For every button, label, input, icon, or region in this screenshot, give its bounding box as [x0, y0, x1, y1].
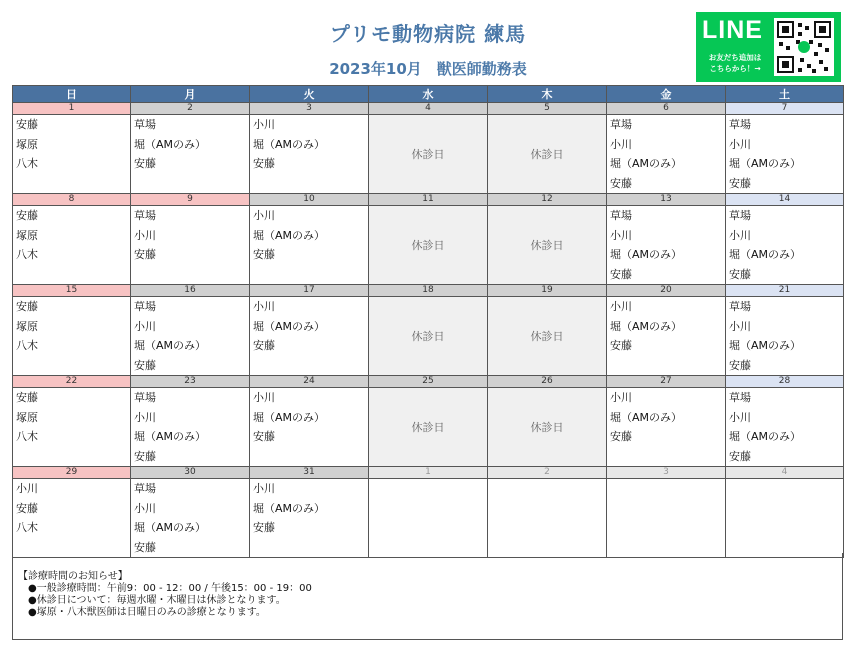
staff-name: 堀（AMのみ）: [134, 430, 207, 443]
line-banner-text-line1: お友だち追加は: [708, 53, 762, 62]
staff-name: 小川: [134, 228, 156, 242]
weekday-header: 水: [369, 86, 488, 103]
date-number: 10: [250, 194, 369, 206]
staff-name: 八木: [16, 430, 38, 443]
date-number: 14: [726, 194, 844, 206]
date-number: 6: [607, 103, 726, 115]
staff-name: 堀（AMのみ）: [253, 501, 326, 515]
staff-name: 塚原: [16, 319, 38, 333]
closed-day-cell: 休診日: [488, 297, 607, 376]
date-row: [13, 376, 844, 388]
weekday-header: 木: [488, 86, 607, 103]
weekday-header: 土: [726, 86, 844, 103]
date-number: 29: [13, 467, 131, 479]
staff-name: 堀（AMのみ）: [253, 228, 326, 242]
staff-name: 堀（AMのみ）: [729, 157, 802, 170]
staff-name: 小川: [729, 137, 751, 151]
day-cell: [13, 479, 131, 558]
day-cell: [250, 297, 369, 376]
staff-name: 堀（AMのみ）: [253, 319, 326, 333]
page-title: プリモ動物病院 練馬: [329, 22, 527, 46]
staff-name: 塚原: [16, 410, 38, 424]
day-cell: [13, 115, 131, 194]
staff-name: 安藤: [610, 267, 632, 281]
staff-row: [13, 115, 844, 194]
date-number: 25: [369, 376, 488, 388]
weekday-header: 日: [13, 86, 131, 103]
day-cell: [13, 297, 131, 376]
line-add-friend-banner[interactable]: [696, 12, 841, 82]
date-number: 13: [607, 194, 726, 206]
day-cell: [607, 388, 726, 467]
date-number: 4: [369, 103, 488, 115]
date-number: 16: [131, 285, 250, 297]
date-number: 28: [726, 376, 844, 388]
staff-name: 小川: [253, 300, 275, 313]
closed-day-cell: 休診日: [488, 115, 607, 194]
staff-name: 安藤: [610, 430, 632, 443]
staff-name: 小川: [610, 391, 632, 404]
day-cell: [726, 479, 844, 558]
staff-name: 堀（AMのみ）: [134, 137, 207, 151]
date-row: [13, 194, 844, 206]
weekday-header: 火: [250, 86, 369, 103]
staff-name: 小川: [610, 228, 632, 242]
staff-name: 草場: [134, 118, 156, 131]
date-number: 1: [13, 103, 131, 115]
staff-name: 安藤: [253, 430, 275, 443]
staff-name: 草場: [134, 391, 156, 404]
staff-name: 堀（AMのみ）: [253, 410, 326, 424]
staff-name: 小川: [729, 319, 751, 333]
date-number: 23: [131, 376, 250, 388]
date-row: [13, 467, 844, 479]
day-cell: [607, 206, 726, 285]
day-cell: [726, 115, 844, 194]
day-cell: [131, 115, 250, 194]
staff-name: 堀（AMのみ）: [610, 157, 683, 170]
closed-day-cell: 休診日: [369, 115, 488, 194]
staff-name: 安藤: [134, 358, 156, 372]
staff-name: 安藤: [610, 176, 632, 190]
day-cell: [250, 115, 369, 194]
weekday-header: 月: [131, 86, 250, 103]
staff-name: 安藤: [253, 339, 275, 352]
staff-row: [13, 206, 844, 285]
staff-name: 安藤: [134, 449, 156, 463]
date-number: 7: [726, 103, 844, 115]
page-subtitle: 2023年10月 獣医師勤務表: [329, 60, 527, 78]
date-number: 9: [131, 194, 250, 206]
day-cell: [607, 297, 726, 376]
staff-name: 安藤: [729, 176, 751, 190]
date-number: 19: [488, 285, 607, 297]
day-cell: [131, 206, 250, 285]
staff-name: 小川: [729, 410, 751, 424]
schedule-calendar: [12, 85, 844, 558]
closed-day-cell: 休診日: [488, 388, 607, 467]
date-row: [13, 103, 844, 115]
date-number: 1: [369, 467, 488, 479]
date-number: 11: [369, 194, 488, 206]
staff-name: 草場: [729, 118, 751, 131]
day-cell: [726, 206, 844, 285]
date-number: 26: [488, 376, 607, 388]
staff-name: 小川: [134, 319, 156, 333]
date-number: 3: [250, 103, 369, 115]
staff-name: 堀（AMのみ）: [610, 319, 683, 333]
staff-name: 安藤: [253, 157, 275, 170]
date-number: 27: [607, 376, 726, 388]
day-cell: [131, 297, 250, 376]
staff-name: 草場: [134, 209, 156, 222]
staff-name: 草場: [729, 209, 751, 222]
staff-name: 八木: [16, 157, 38, 170]
day-cell: [607, 479, 726, 558]
date-number: 30: [131, 467, 250, 479]
date-number: 8: [13, 194, 131, 206]
day-cell: [250, 479, 369, 558]
staff-name: 草場: [729, 300, 751, 313]
day-cell: [488, 479, 607, 558]
date-number: 17: [250, 285, 369, 297]
staff-name: 小川: [610, 300, 632, 313]
line-banner-text: [700, 52, 770, 74]
staff-name: 安藤: [610, 339, 632, 352]
date-row: [13, 285, 844, 297]
date-number: 4: [726, 467, 844, 479]
weekday-header: 金: [607, 86, 726, 103]
staff-name: 小川: [253, 118, 275, 131]
staff-name: 安藤: [134, 248, 156, 261]
staff-name: 草場: [729, 391, 751, 404]
staff-name: 小川: [610, 137, 632, 151]
date-number: 2: [488, 467, 607, 479]
day-cell: [13, 206, 131, 285]
day-cell: [131, 479, 250, 558]
staff-name: 安藤: [729, 267, 751, 281]
staff-name: 安藤: [134, 157, 156, 170]
closed-day-cell: 休診日: [369, 206, 488, 285]
notice-item: ●休診日について：毎週水曜・木曜日は休診となります。: [28, 595, 286, 606]
staff-name: 小川: [729, 228, 751, 242]
date-number: 22: [13, 376, 131, 388]
staff-name: 草場: [134, 482, 156, 495]
staff-name: 塚原: [16, 228, 38, 242]
weekday-header-row: [13, 86, 844, 103]
staff-name: 堀（AMのみ）: [253, 137, 326, 151]
closed-day-cell: 休診日: [369, 388, 488, 467]
line-logo: LINE: [702, 16, 763, 44]
notice-section: [18, 571, 312, 619]
staff-name: 小川: [16, 482, 38, 495]
closed-day-cell: 休診日: [369, 297, 488, 376]
day-cell: [726, 388, 844, 467]
staff-name: 小川: [134, 410, 156, 424]
staff-name: 堀（AMのみ）: [134, 521, 207, 534]
staff-name: 安藤: [16, 209, 38, 222]
staff-row: [13, 388, 844, 467]
staff-name: 八木: [16, 521, 38, 534]
staff-name: 小川: [253, 209, 275, 222]
staff-name: 草場: [610, 209, 632, 222]
staff-name: 安藤: [253, 521, 275, 534]
staff-name: 安藤: [16, 501, 38, 515]
staff-name: 小川: [253, 391, 275, 404]
staff-row: [13, 297, 844, 376]
staff-name: 堀（AMのみ）: [610, 410, 683, 424]
day-cell: [726, 297, 844, 376]
date-number: 20: [607, 285, 726, 297]
staff-name: 草場: [610, 118, 632, 131]
staff-name: 草場: [134, 300, 156, 313]
staff-row: [13, 479, 844, 558]
staff-name: 安藤: [134, 540, 156, 554]
date-number: 2: [131, 103, 250, 115]
staff-name: 堀（AMのみ）: [610, 248, 683, 261]
staff-name: 安藤: [729, 449, 751, 463]
day-cell: [131, 388, 250, 467]
staff-name: 塚原: [16, 137, 38, 151]
date-number: 5: [488, 103, 607, 115]
day-cell: [250, 206, 369, 285]
date-number: 31: [250, 467, 369, 479]
staff-name: 安藤: [16, 118, 38, 131]
staff-name: 堀（AMのみ）: [729, 339, 802, 352]
staff-name: 八木: [16, 339, 38, 352]
date-number: 24: [250, 376, 369, 388]
staff-name: 小川: [134, 501, 156, 515]
qr-code-icon[interactable]: [774, 18, 834, 76]
staff-name: 安藤: [729, 358, 751, 372]
staff-name: 安藤: [16, 300, 38, 313]
staff-name: 堀（AMのみ）: [729, 248, 802, 261]
date-number: 3: [607, 467, 726, 479]
staff-name: 安藤: [16, 391, 38, 404]
staff-name: 安藤: [253, 248, 275, 261]
closed-day-cell: 休診日: [488, 206, 607, 285]
staff-name: 八木: [16, 248, 38, 261]
notice-heading: 【診療時間のお知らせ】: [18, 571, 128, 582]
day-cell: [250, 388, 369, 467]
staff-name: 小川: [253, 482, 275, 495]
day-cell: [607, 115, 726, 194]
staff-name: 堀（AMのみ）: [729, 430, 802, 443]
notice-item: ●一般診療時間：午前9：00 - 12：00 / 午後15：00 - 19：00: [28, 583, 312, 594]
staff-name: 堀（AMのみ）: [134, 339, 207, 352]
day-cell: [369, 479, 488, 558]
date-number: 21: [726, 285, 844, 297]
day-cell: [13, 388, 131, 467]
line-banner-text-line2: こちらから！→: [709, 64, 761, 73]
date-number: 15: [13, 285, 131, 297]
date-number: 12: [488, 194, 607, 206]
notice-item: ●塚原・八木獣医師は日曜日のみの診療となります。: [28, 607, 266, 618]
date-number: 18: [369, 285, 488, 297]
